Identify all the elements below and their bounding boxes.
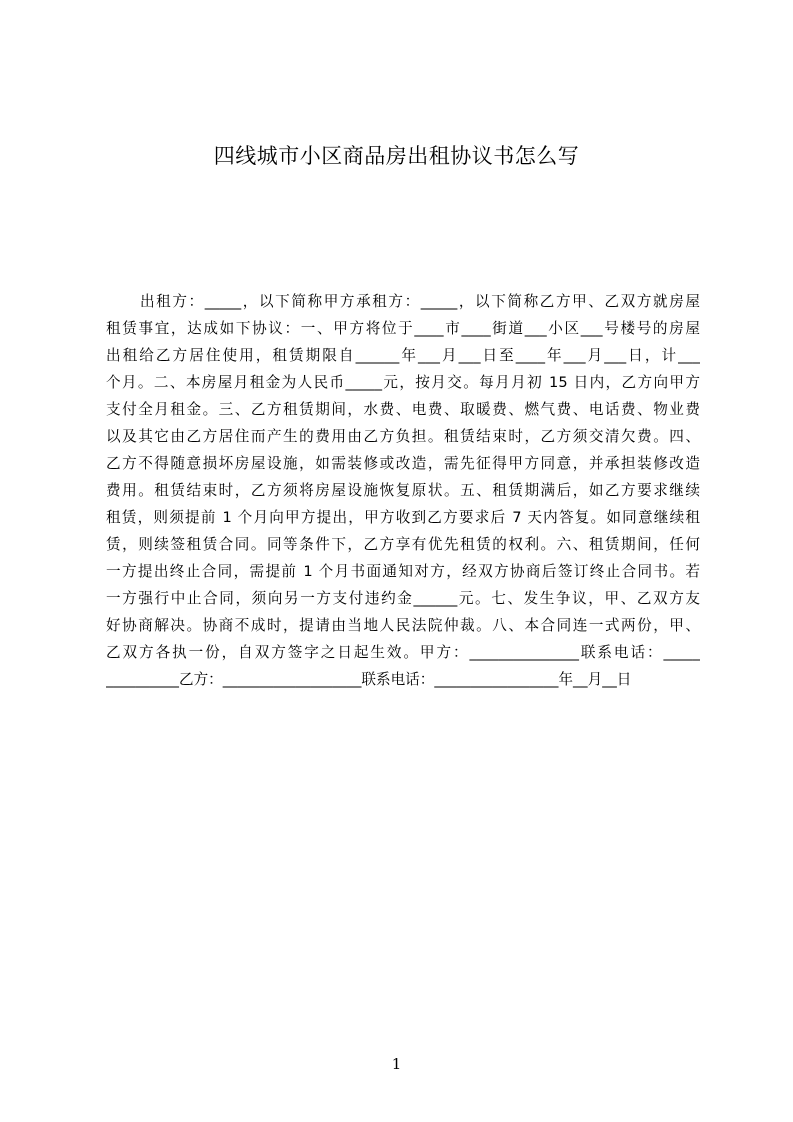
body-line-1: 出租方：_____，以下简称甲方承租方：_____，以下简称乙方甲、乙双方就房屋: [140, 293, 700, 310]
body-line-12: 一方强行中止合同，须向另一方支付违约金______元。七、发生争议，甲、乙双方友: [106, 590, 700, 607]
body-line-11: 一方提出终止合同，需提前 1 个月书面通知对方，经双方协商后签订终止合同书。若: [106, 563, 700, 580]
body-line-2: 租赁事宜，达成如下协议：一、甲方将位于____市____街道___小区___号楼号的房屋: [106, 320, 700, 337]
body-line-14: 乙双方各执一份，自双方签字之日起生效。甲方：_______________联系电话：_____: [106, 644, 700, 661]
document-body: [106, 288, 700, 693]
body-line-10: 赁，则续签租赁合同。同等条件下，乙方享有优先租赁的权利。六、租赁期间，任何: [106, 536, 700, 553]
body-line-5: 支付全月租金。三、乙方租赁期间，水费、电费、取暖费、燃气费、电话费、物业费: [106, 401, 700, 418]
body-line-13: 好协商解决。协商不成时，提请由当地人民法院仲裁。八、本合同连一式两份，甲、: [106, 617, 700, 634]
page-number: 1: [391, 1055, 402, 1073]
body-line-8: 费用。租赁结束时，乙方须将房屋设施恢复原状。五、租赁期满后，如乙方要求继续: [106, 482, 700, 499]
body-line-15: __________乙方：___________________联系电话：_________________年__月__日: [106, 671, 632, 688]
body-line-9: 租赁，则须提前 1 个月向甲方提出，甲方收到乙方要求后 7 天内答复。如同意继续租: [106, 509, 700, 526]
body-line-6: 以及其它由乙方居住而产生的费用由乙方负担。租赁结束时，乙方须交清欠费。四、: [106, 428, 700, 445]
body-line-3: 出租给乙方居住使用，租赁期限自______年___月___日至____年___月___日，计___: [106, 347, 700, 364]
document-title: 四线城市小区商品房出租协议书怎么写: [213, 144, 580, 168]
body-line-7: 乙方不得随意损坏房屋设施，如需装修或改造，需先征得甲方同意，并承担装修改造: [106, 455, 700, 472]
body-line-4: 个月。二、本房屋月租金为人民币_____元，按月交。每月月初 15 日内，乙方向甲方: [106, 374, 700, 391]
